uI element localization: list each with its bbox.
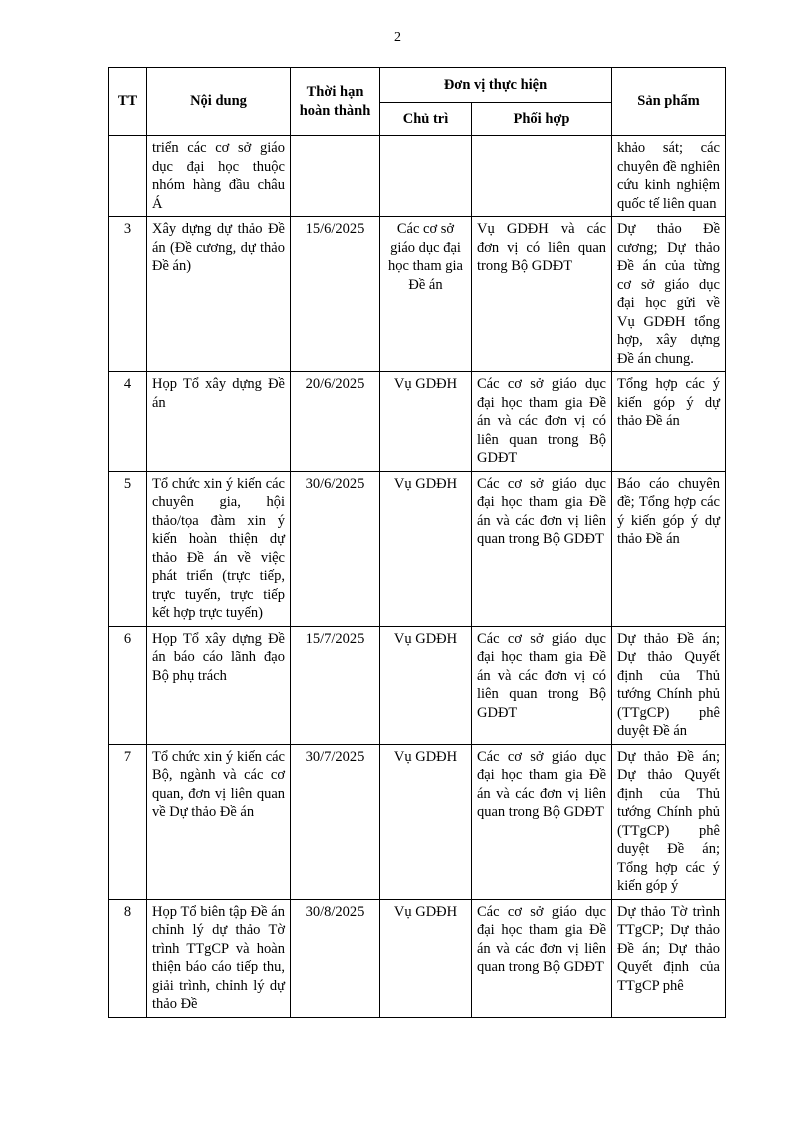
row-coop-unit: Các cơ sở giáo dục đại học tham gia Đề án và các đơn vị liên quan trong Bộ GDĐT xyxy=(472,471,612,626)
header-coop: Phối hợp xyxy=(472,103,612,136)
header-lead: Chủ trì xyxy=(380,103,472,136)
row-deadline: 15/7/2025 xyxy=(291,626,380,744)
row-deadline: 30/7/2025 xyxy=(291,744,380,899)
row-deadline: 20/6/2025 xyxy=(291,372,380,472)
row-number: 4 xyxy=(109,372,147,472)
row-lead-unit: Vụ GDĐH xyxy=(380,471,472,626)
table-row xyxy=(109,217,726,372)
row-number: 3 xyxy=(109,217,147,372)
row-number: 5 xyxy=(109,471,147,626)
row-number: 6 xyxy=(109,626,147,744)
row-lead-unit: Vụ GDĐH xyxy=(380,744,472,899)
row-product: Dự thảo Đề án; Dự thảo Quyết định của Thủ tướng Chính phủ (TTgCP) phê duyệt Đề án; Tổng hợp các ý kiến góp ý xyxy=(612,744,726,899)
row-number: 7 xyxy=(109,744,147,899)
row-content: Họp Tổ xây dựng Đề án xyxy=(147,372,291,472)
row-deadline xyxy=(291,136,380,217)
row-content: Tổ chức xin ý kiến các Bộ, ngành và các cơ quan, đơn vị liên quan về Dự thảo Đề án xyxy=(147,744,291,899)
row-coop-unit xyxy=(472,136,612,217)
row-lead-unit: Vụ GDĐH xyxy=(380,899,472,1017)
table-row xyxy=(109,626,726,744)
row-number: 8 xyxy=(109,899,147,1017)
row-coop-unit: Vụ GDĐH và các đơn vị có liên quan trong Bộ GDĐT xyxy=(472,217,612,372)
table-row xyxy=(109,372,726,472)
work-plan-table xyxy=(108,67,726,1018)
row-coop-unit: Các cơ sở giáo dục đại học tham gia Đề án và các đơn vị liên quan trong Bộ GDĐT xyxy=(472,899,612,1017)
row-product: Báo cáo chuyên đề; Tổng hợp các ý kiến góp ý dự thảo Đề án xyxy=(612,471,726,626)
table-row xyxy=(109,471,726,626)
row-coop-unit: Các cơ sở giáo dục đại học tham gia Đề án và các đơn vị có liên quan trong Bộ GDĐT xyxy=(472,626,612,744)
row-lead-unit xyxy=(380,136,472,217)
header-unit: Đơn vị thực hiện xyxy=(380,68,612,103)
row-product: Dự thảo Đề án; Dự thảo Quyết định của Thủ tướng Chính phủ (TTgCP) phê duyệt Đề án xyxy=(612,626,726,744)
header-product: Sản phẩm xyxy=(612,68,726,136)
row-lead-unit: Vụ GDĐH xyxy=(380,626,472,744)
page-number: 2 xyxy=(394,30,401,45)
row-content: Họp Tổ biên tập Đề án chỉnh lý dự thảo Tờ trình TTgCP và hoàn thiện báo cáo tiếp thu, giải trình, chỉnh lý dự thảo Đề xyxy=(147,899,291,1017)
table-row xyxy=(109,136,726,217)
row-deadline: 30/8/2025 xyxy=(291,899,380,1017)
row-number xyxy=(109,136,147,217)
row-content: Họp Tổ xây dựng Đề án báo cáo lãnh đạo Bộ phụ trách xyxy=(147,626,291,744)
row-content: Xây dựng dự thảo Đề án (Đề cương, dự thảo Đề án) xyxy=(147,217,291,372)
row-content: Tổ chức xin ý kiến các chuyên gia, hội thảo/tọa đàm xin ý kiến hoàn thiện dự thảo Đề án về việc phát triển (trực tiếp, trực tuyến, trực tiếp kết hợp trực tuyến) xyxy=(147,471,291,626)
row-product: Dự thảo Tờ trình TTgCP; Dự thảo Đề án; Dự thảo Quyết định của TTgCP phê xyxy=(612,899,726,1017)
row-coop-unit: Các cơ sở giáo dục đại học tham gia Đề án và các đơn vị có liên quan trong Bộ GDĐT xyxy=(472,372,612,472)
row-deadline: 30/6/2025 xyxy=(291,471,380,626)
row-coop-unit: Các cơ sở giáo dục đại học tham gia Đề án và các đơn vị liên quan trong Bộ GDĐT xyxy=(472,744,612,899)
header-tt: TT xyxy=(109,68,147,136)
row-product: khảo sát; các chuyên đề nghiên cứu kinh nghiệm quốc tế liên quan xyxy=(612,136,726,217)
row-lead-unit: Các cơ sở giáo dục đại học tham gia Đề án xyxy=(380,217,472,372)
table-row xyxy=(109,899,726,1017)
table-row xyxy=(109,744,726,899)
row-deadline: 15/6/2025 xyxy=(291,217,380,372)
row-lead-unit: Vụ GDĐH xyxy=(380,372,472,472)
row-content: triển các cơ sở giáo dục đại học thuộc nhóm hàng đầu châu Á xyxy=(147,136,291,217)
header-deadline: Thời hạn hoàn thành xyxy=(291,68,380,136)
row-product: Tổng hợp các ý kiến góp ý dự thảo Đề án xyxy=(612,372,726,472)
row-product: Dự thảo Đề cương; Dự thảo Đề án của từng cơ sở giáo dục đại học gửi về Vụ GDĐH tổng hợp, xây dựng Đề án chung. xyxy=(612,217,726,372)
header-content: Nội dung xyxy=(147,68,291,136)
